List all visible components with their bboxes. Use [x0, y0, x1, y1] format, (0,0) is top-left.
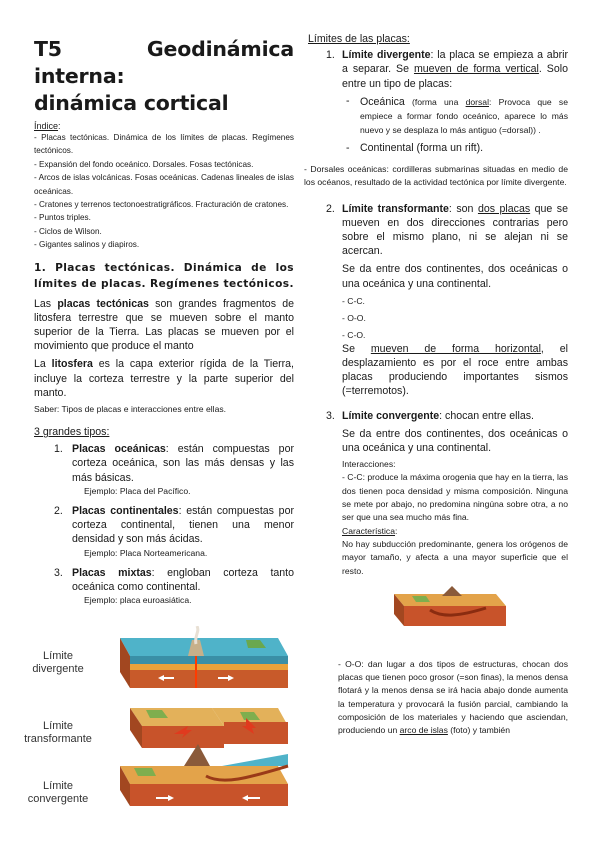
- limites-title: Límites de las placas:: [308, 33, 410, 45]
- caracteristica-text: No hay subducción predominante, genera los orógenos de mayor tamaño, y afecta a una mayor superficie que el resto.: [342, 538, 568, 576]
- title-line-1: T5 Geodinámica interna:: [34, 37, 294, 88]
- tipos-title: 3 grandes tipos:: [34, 426, 110, 439]
- transform-type: - O-O.: [342, 312, 366, 323]
- index-item: - Puntos triples.: [34, 213, 91, 223]
- tipo-item: 3. Placas mixtas: engloban corteza tanto oceánica como continental. Ejemplo: placa euroasiática.: [54, 566, 295, 605]
- cc-text: - C-C: produce la máxima orogenia que hay en la tierra, las dos tienen poca densidad y misma composición. Ninguna se mete por abajo, no predomina ningúna sobre otra, a no ser que una sea mucho más fina.: [342, 472, 568, 523]
- trans-horizontal: Se mueven de forma horizontal, el desplazamiento es por el roce entre ambas placas produciendo importantes sismos (=terremotos).: [342, 342, 568, 398]
- right-column: [304, 32, 568, 738]
- tipo-example: Ejemplo: Placa del Pacífico.: [84, 485, 191, 496]
- sub-oceanica: - Oceánica (forma una dorsal: Provoca que se empiece a formar fondo oceánico, aparece lo más nuevo y se desplaza lo más antiguo (=dorsal)) .: [346, 94, 568, 136]
- label-convergente: Límite convergente: [27, 780, 89, 805]
- divergent-block: [120, 626, 288, 688]
- page-title: [34, 36, 294, 117]
- tipos-list: [34, 442, 294, 607]
- tipo-item: 1. Placas oceánicas: están compuestas por corteza oceánica, son las más densas y las más básicas. Ejemplo: Placa del Pacífico.: [54, 443, 294, 496]
- tipo-item: 2. Placas continentales: están compuestas por corteza continental, tienen una menor densidad y son más ácidas. Ejemplo: Placa Norteamericana.: [54, 504, 294, 558]
- paragraph-placas: Las placas tectónicas son grandes fragmentos de litosfera terrestre que se mueven sobre el manto superior de la Tierra. Las placas se mueven por el movimiento que produce el manto: [34, 297, 294, 353]
- index-item: - Cratones y terrenos tectonoestratigráficos. Fracturación de cratones.: [34, 200, 289, 210]
- index-item: - Expansión del fondo oceánico. Dorsales. Fosas tectónicas.: [34, 159, 254, 169]
- convergent-cc-illustration: [390, 586, 510, 630]
- saber-note: Saber: Tipos de placas e interacciones entre ellas.: [34, 404, 227, 415]
- sub-continental: - Continental (forma un rift).: [346, 141, 484, 154]
- index-list: [34, 131, 294, 252]
- index-item: - Gigantes salinos y diapiros.: [34, 240, 140, 250]
- limite-divergente: 1. Límite divergente: la placa se empieza a abrir a separar. Se mueven de forma vertical. Solo entre un tipo de placas:: [326, 49, 568, 90]
- oo-text: - O-O: dan lugar a dos tipos de estructuras, chocan dos placas que tienen poco grosor (=son finas), la menos densa flotará y la menos densa se irá hacia abajo donde aumenta la temperatura y provocará la fusión parcial, cambiando la composición de los materiales y haciendo que asciendan, produciendo un arco de islas (foto) y también: [338, 658, 568, 736]
- tipo-example: Ejemplo: placa euroasiática.: [84, 594, 192, 605]
- convergent-block: [120, 744, 288, 806]
- caracteristica-title: Característica:: [342, 525, 398, 536]
- limite-transformante: 2. Límite transformante: son dos placas que se mueven en dos direcciones contrarias pero sobre el mismo plano, ni se alejan ni se acercan.: [326, 202, 568, 258]
- left-column: [24, 30, 295, 805]
- index-item: - Arcos de islas volcánicas. Fosas oceánicas. Cadenas lineales de islas oceánicas.: [34, 173, 294, 196]
- transform-block: [130, 708, 288, 748]
- index-title: Índice:: [34, 121, 61, 131]
- transform-types: [308, 294, 568, 342]
- title-line-2: dinámica cortical: [34, 91, 229, 115]
- paragraph-litosfera: La litosfera es la capa exterior rígida de la Tierra, incluye la corteza terrestre y la parte superior del manto.: [34, 358, 294, 399]
- index-item: - Placas tectónicas. Dinámica de los límites de placas. Regímenes tectónicos.: [34, 133, 294, 156]
- label-transformante: Límite transformante: [24, 720, 92, 745]
- interacciones-title: Interacciones:: [342, 459, 396, 470]
- transform-type: - C-C.: [342, 295, 365, 306]
- limite-convergente: 3. Límite convergente: chocan entre ellas.: [326, 409, 534, 422]
- transform-type: - C-O.: [342, 329, 366, 340]
- plate-boundaries-figure: [24, 626, 294, 806]
- dorsales-note: - Dorsales oceánicas: cordilleras submarinas situadas en medio de los océanos, resultado de la actividad tectónica por límite divergente.: [304, 163, 568, 188]
- trans-se-da: Se da entre dos continentes, dos oceánicas o una oceánica y una continental.: [342, 263, 568, 290]
- label-divergente: Límite divergente: [32, 650, 84, 675]
- index-item: - Ciclos de Wilson.: [34, 226, 102, 236]
- section-1-heading: 1. Placas tectónicas. Dinámica de los límites de placas. Regímenes tectónicos.: [34, 261, 294, 291]
- conv-se-da: Se da entre dos continentes, dos oceánicas o una oceánica y una continental.: [342, 427, 568, 454]
- tipo-example: Ejemplo: Placa Norteamericana.: [84, 547, 208, 558]
